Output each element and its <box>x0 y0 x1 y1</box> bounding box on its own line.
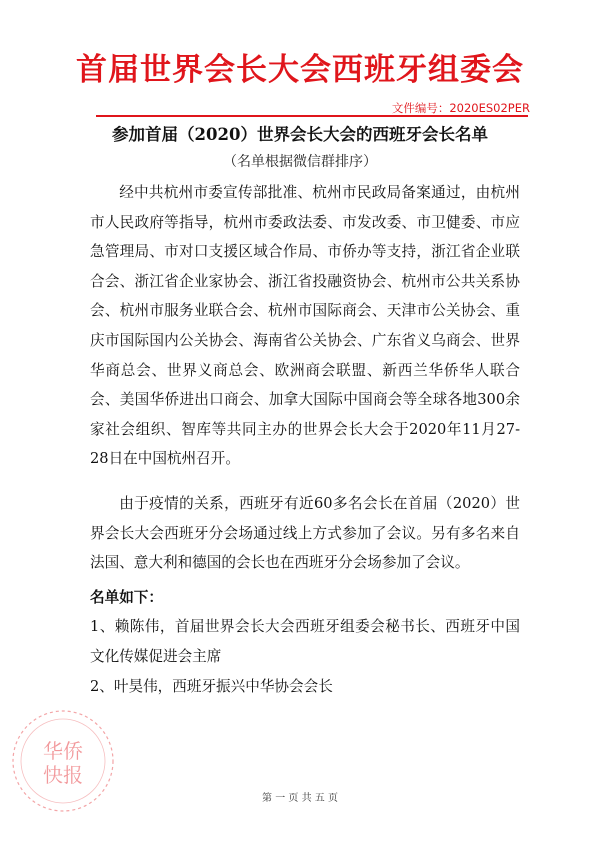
watermark-seal-icon <box>8 706 118 816</box>
organization-letterhead: 首届世界会长大会西班牙组委会 <box>76 52 524 88</box>
document-body <box>90 178 520 701</box>
body-paragraph: 由于疫情的关系，西班牙有近60多名会长在首届（2020）世界会长大会西班牙分会场通过线上方式参加了会议。另有多名来自法国、意大利和德国的会长也在西班牙分会场参加了会议。 <box>90 494 520 572</box>
document-subtitle: （名单根据微信群排序） <box>223 154 377 170</box>
list-item: 1、赖陈伟，首届世界会长大会西班牙组委会秘书长、西班牙中国文化传媒促进会主席 <box>90 618 520 665</box>
document-number: 文件编号：2020ES02PER <box>391 101 530 115</box>
svg-text:华侨: 华侨 <box>43 739 83 763</box>
document-title: 参加首届（2020）世界会长大会的西班牙会长名单 <box>112 125 488 144</box>
body-paragraph: 经中共杭州市委宣传部批准、杭州市民政局备案通过，由杭州市人民政府等指导，杭州市委政法委、市发改委、市卫健委、市应急管理局、市对口支援区域合作局、市侨办等支持，浙江省企业联合会、浙江省企业家协会、浙江省投融资协会、杭州市公共关系协会、杭州市服务业联合会、杭州市国际商会、天津市公关协会、重庆市国际国内公关协会、海南省公关协会、广东省义乌商会、世界华商总会、世界义商总会、欧洲商会联盟、新西兰华侨华人联合会、美国华侨进出口商会、加拿大国际中国商会等全球各地300余家社会组织、智库等共同主办的世界会长大会于2020年11月27-28日在中国杭州召开。 <box>90 184 520 468</box>
page-number-footer: 第 一 页 共 五 页 <box>262 793 338 804</box>
svg-text:快报: 快报 <box>43 763 83 787</box>
letterhead-divider <box>96 115 528 117</box>
list-heading: 名单如下： <box>90 588 163 606</box>
list-item: 2、叶昊伟，西班牙振兴中华协会会长 <box>90 677 333 695</box>
